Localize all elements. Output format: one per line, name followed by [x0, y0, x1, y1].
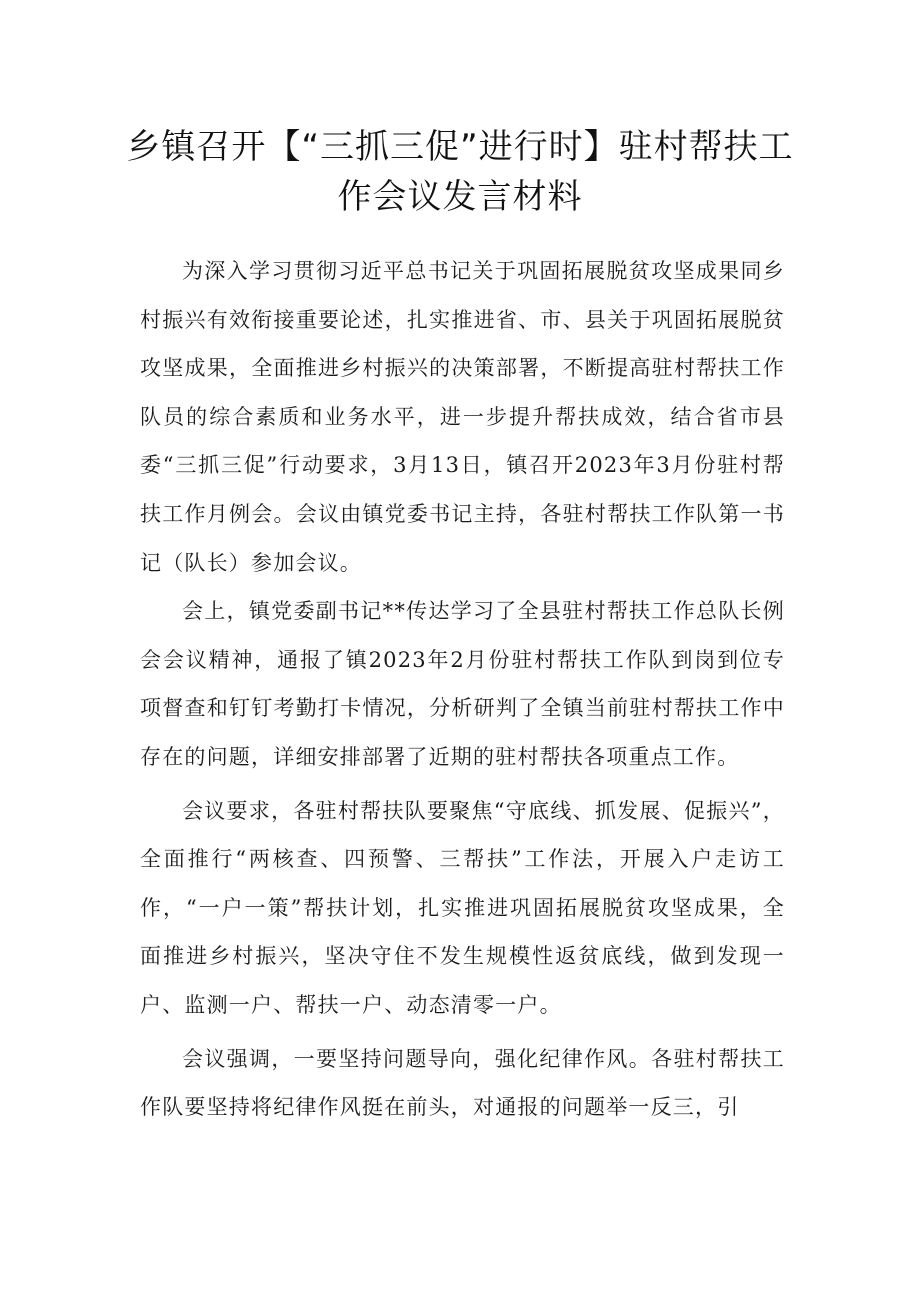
paragraph-2: 会上，镇党委副书记**传达学习了全县驻村帮扶工作总队长例会会议精神，通报了镇2023年2月份驻村帮扶工作队到岗到位专项督查和钉钉考勤打卡情况，分析研判了全镇当前驻村帮扶工作中存在的问题，详细安排部署了近期的驻村帮扶各项重点工作。	[140, 599, 785, 769]
paragraph-4: 会议强调，一要坚持问题导向，强化纪律作风。各驻村帮扶工作队要坚持将纪律作风挺在前头，对通报的问题举一反三，引	[140, 1046, 785, 1120]
paragraph-3: 会议要求，各驻村帮扶队要聚焦“守底线、抓发展、促振兴”，全面推行“两核查、四预警、三帮扶”工作法，开展入户走访工作，“一户一策”帮扶计划，扎实推进巩固拓展脱贫攻坚成果，全面推进乡村振兴，坚决守住不发生规模性返贫底线，做到发现一户、监测一户、帮扶一户、动态清零一户。	[140, 798, 785, 1017]
paragraph-1: 为深入学习贯彻习近平总书记关于巩固拓展脱贫攻坚成果同乡村振兴有效衔接重要论述，扎实推进省、市、县关于巩固拓展脱贫攻坚成果，全面推进乡村振兴的决策部署，不断提高驻村帮扶工作队员的综合素质和业务水平，进一步提升帮扶成效，结合省市县委“三抓三促”行动要求，3月13日，镇召开2023年3月份驻村帮扶工作月例会。会议由镇党委书记主持，各驻村帮扶工作队第一书记（队长）参加会议。	[140, 259, 785, 575]
document-body	[140, 247, 785, 1132]
document-title: 乡镇召开【“三抓三促”进行时】驻村帮扶工作会议发言材料	[126, 127, 794, 217]
